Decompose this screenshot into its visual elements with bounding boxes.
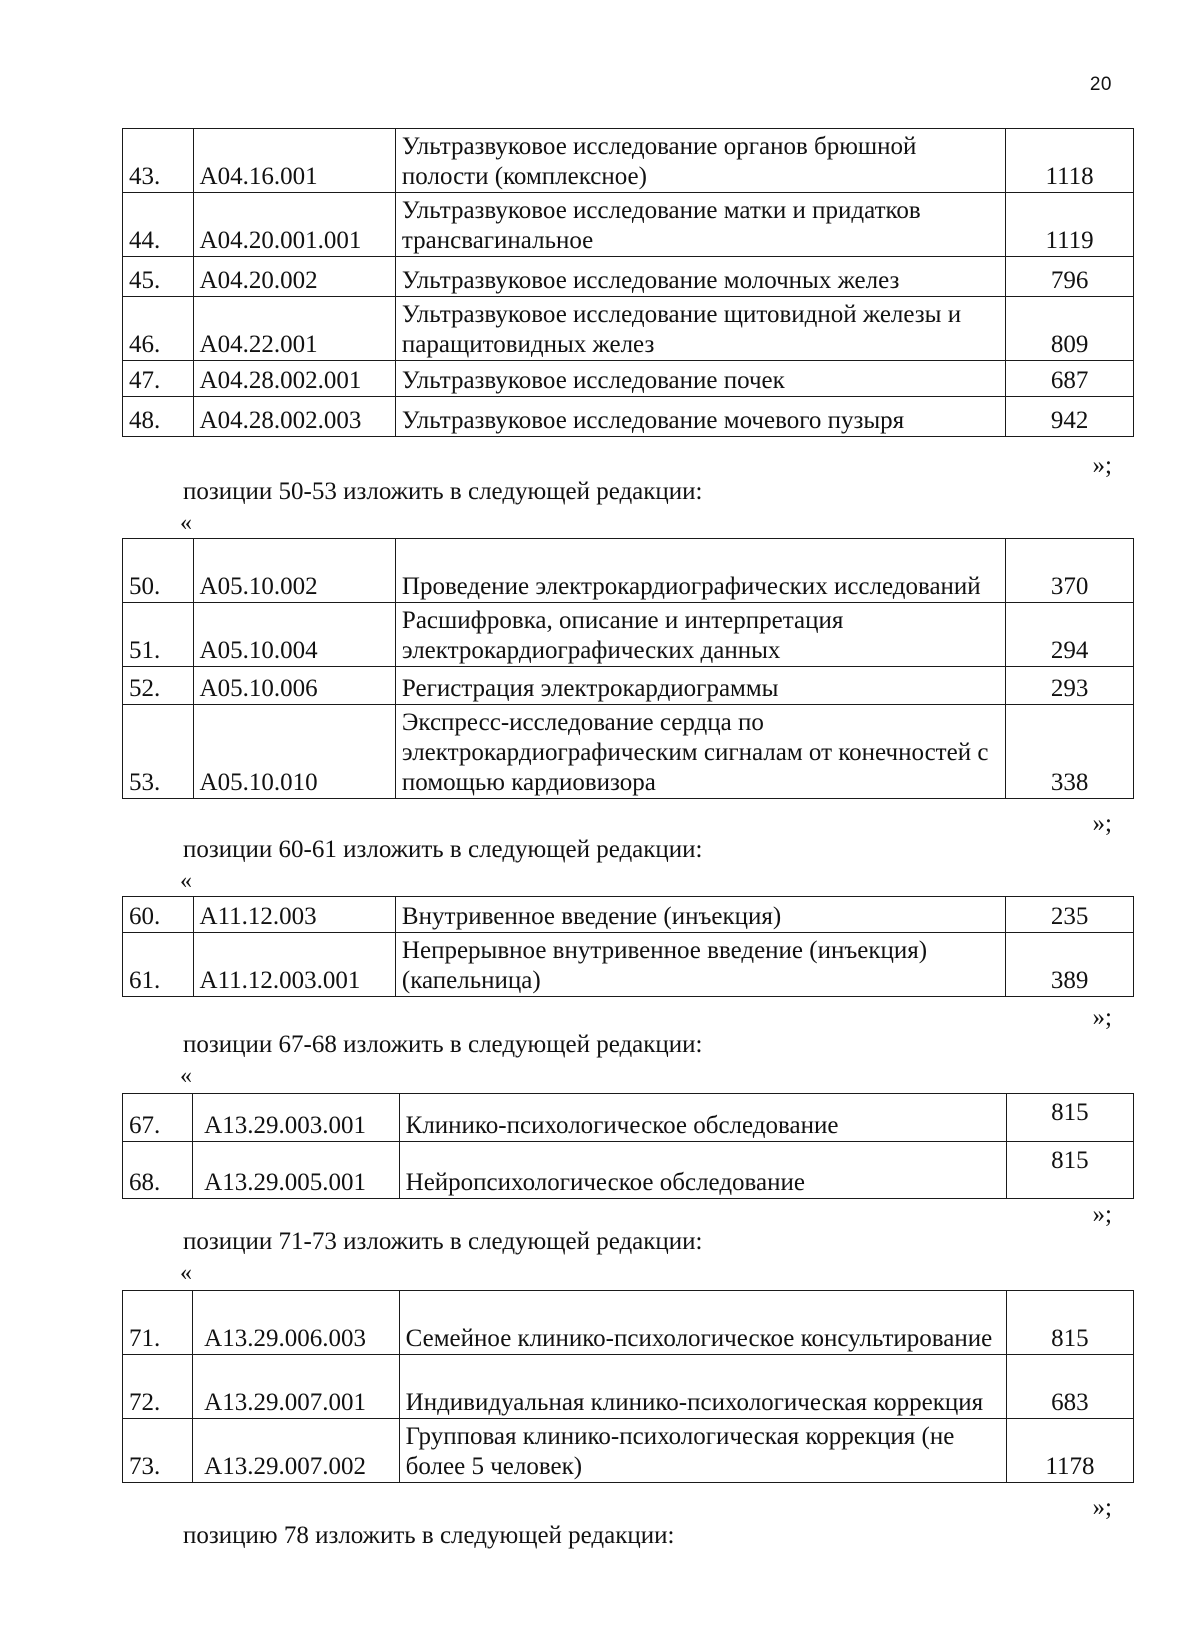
row-number: 43. <box>123 129 194 193</box>
row-number: 67. <box>123 1094 193 1142</box>
service-price: 370 <box>1006 539 1134 603</box>
service-price: 683 <box>1006 1355 1133 1419</box>
row-number: 44. <box>123 193 194 257</box>
service-code: A04.20.001.001 <box>193 193 395 257</box>
table-row <box>123 1142 1134 1199</box>
section-intro: позиции 60-61 изложить в следующей редакции: <box>183 836 703 863</box>
table-row <box>123 297 1134 361</box>
service-code: A04.20.002 <box>193 257 395 297</box>
price-table <box>122 1093 1134 1199</box>
row-number: 48. <box>123 397 194 437</box>
service-price: 1178 <box>1006 1419 1133 1483</box>
price-table <box>122 128 1134 437</box>
service-code: A11.12.003 <box>193 897 395 933</box>
table-row <box>123 1094 1134 1142</box>
service-name: Семейное клинико-психологическое консультирование <box>399 1291 1006 1355</box>
table-row <box>123 539 1134 603</box>
row-number: 50. <box>123 539 194 603</box>
opening-quote: « <box>180 1063 192 1089</box>
service-code: A13.29.006.003 <box>193 1291 399 1355</box>
row-number: 68. <box>123 1142 193 1199</box>
closing-quote: »; <box>1092 810 1112 837</box>
service-code: A13.29.003.001 <box>193 1094 399 1142</box>
table-psychology-correction <box>122 1290 1134 1483</box>
table-row <box>123 705 1134 799</box>
closing-quote: »; <box>1092 452 1112 479</box>
service-code: A04.22.001 <box>193 297 395 361</box>
section-intro: позиции 50-53 изложить в следующей редакции: <box>183 478 703 505</box>
service-price: 809 <box>1006 297 1134 361</box>
service-name: Непрерывное внутривенное введение (инъекция) (капельница) <box>395 933 1005 997</box>
price-table <box>122 538 1134 799</box>
row-number: 45. <box>123 257 194 297</box>
service-name: Регистрация электрокардиограммы <box>395 667 1005 705</box>
table-injections <box>122 896 1134 997</box>
table-row <box>123 397 1134 437</box>
table-row <box>123 1355 1134 1419</box>
opening-quote: « <box>180 868 192 894</box>
service-code: A13.29.007.002 <box>193 1419 399 1483</box>
service-code: A05.10.006 <box>193 667 395 705</box>
service-price: 338 <box>1006 705 1134 799</box>
closing-quote: »; <box>1092 1004 1112 1031</box>
closing-quote: »; <box>1092 1201 1112 1228</box>
service-price: 687 <box>1006 361 1134 397</box>
price-table <box>122 1290 1134 1483</box>
service-name: Экспресс-исследование сердца по электрокардиографическим сигналам от конечностей с помощью кардиовизора <box>395 705 1005 799</box>
service-price: 294 <box>1006 603 1134 667</box>
section-intro: позиции 67-68 изложить в следующей редакции: <box>183 1031 703 1058</box>
price-table <box>122 896 1134 997</box>
table-row <box>123 1291 1134 1355</box>
row-number: 72. <box>123 1355 193 1419</box>
service-name: Нейропсихологическое обследование <box>399 1142 1006 1199</box>
table-row <box>123 361 1134 397</box>
service-price: 1119 <box>1006 193 1134 257</box>
table-row <box>123 667 1134 705</box>
service-name: Ультразвуковое исследование матки и придатков трансвагинальное <box>395 193 1005 257</box>
row-number: 47. <box>123 361 194 397</box>
opening-quote: « <box>180 1260 192 1286</box>
service-name: Расшифровка, описание и интерпретация электрокардиографических данных <box>395 603 1005 667</box>
service-name: Ультразвуковое исследование щитовидной железы и паращитовидных желез <box>395 297 1005 361</box>
table-row <box>123 257 1134 297</box>
service-price: 942 <box>1006 397 1134 437</box>
service-code: A13.29.005.001 <box>193 1142 399 1199</box>
row-number: 71. <box>123 1291 193 1355</box>
service-price: 293 <box>1006 667 1134 705</box>
service-code: A05.10.002 <box>193 539 395 603</box>
table-row <box>123 897 1134 933</box>
table-row <box>123 603 1134 667</box>
service-code: A04.28.002.001 <box>193 361 395 397</box>
service-name: Ультразвуковое исследование мочевого пузыря <box>395 397 1005 437</box>
service-price: 235 <box>1006 897 1134 933</box>
service-name: Ультразвуковое исследование органов брюшной полости (комплексное) <box>395 129 1005 193</box>
service-price: 815 <box>1006 1094 1133 1142</box>
page-number: 20 <box>1089 74 1112 95</box>
opening-quote: « <box>180 510 192 536</box>
service-code: A05.10.004 <box>193 603 395 667</box>
row-number: 51. <box>123 603 194 667</box>
table-row <box>123 933 1134 997</box>
service-code: A11.12.003.001 <box>193 933 395 997</box>
table-ultrasound <box>122 128 1134 437</box>
service-code: A13.29.007.001 <box>193 1355 399 1419</box>
service-price: 815 <box>1006 1142 1133 1199</box>
row-number: 52. <box>123 667 194 705</box>
service-code: A04.16.001 <box>193 129 395 193</box>
service-name: Внутривенное введение (инъекция) <box>395 897 1005 933</box>
service-price: 1118 <box>1006 129 1134 193</box>
service-price: 815 <box>1006 1291 1133 1355</box>
closing-quote: »; <box>1092 1494 1112 1521</box>
service-name: Групповая клинико-психологическая коррекция (не более 5 человек) <box>399 1419 1006 1483</box>
service-code: A05.10.010 <box>193 705 395 799</box>
row-number: 46. <box>123 297 194 361</box>
row-number: 53. <box>123 705 194 799</box>
service-price: 389 <box>1006 933 1134 997</box>
row-number: 61. <box>123 933 194 997</box>
service-name: Индивидуальная клинико-психологическая коррекция <box>399 1355 1006 1419</box>
table-ecg <box>122 538 1134 799</box>
service-name: Проведение электрокардиографических исследований <box>395 539 1005 603</box>
service-name: Клинико-психологическое обследование <box>399 1094 1006 1142</box>
service-price: 796 <box>1006 257 1134 297</box>
row-number: 73. <box>123 1419 193 1483</box>
row-number: 60. <box>123 897 194 933</box>
table-row <box>123 129 1134 193</box>
service-name: Ультразвуковое исследование молочных желез <box>395 257 1005 297</box>
service-name: Ультразвуковое исследование почек <box>395 361 1005 397</box>
final-instruction: позицию 78 изложить в следующей редакции: <box>183 1522 675 1549</box>
section-intro: позиции 71-73 изложить в следующей редакции: <box>183 1228 703 1255</box>
table-psychology-exams <box>122 1093 1134 1199</box>
table-row <box>123 193 1134 257</box>
service-code: A04.28.002.003 <box>193 397 395 437</box>
table-row <box>123 1419 1134 1483</box>
